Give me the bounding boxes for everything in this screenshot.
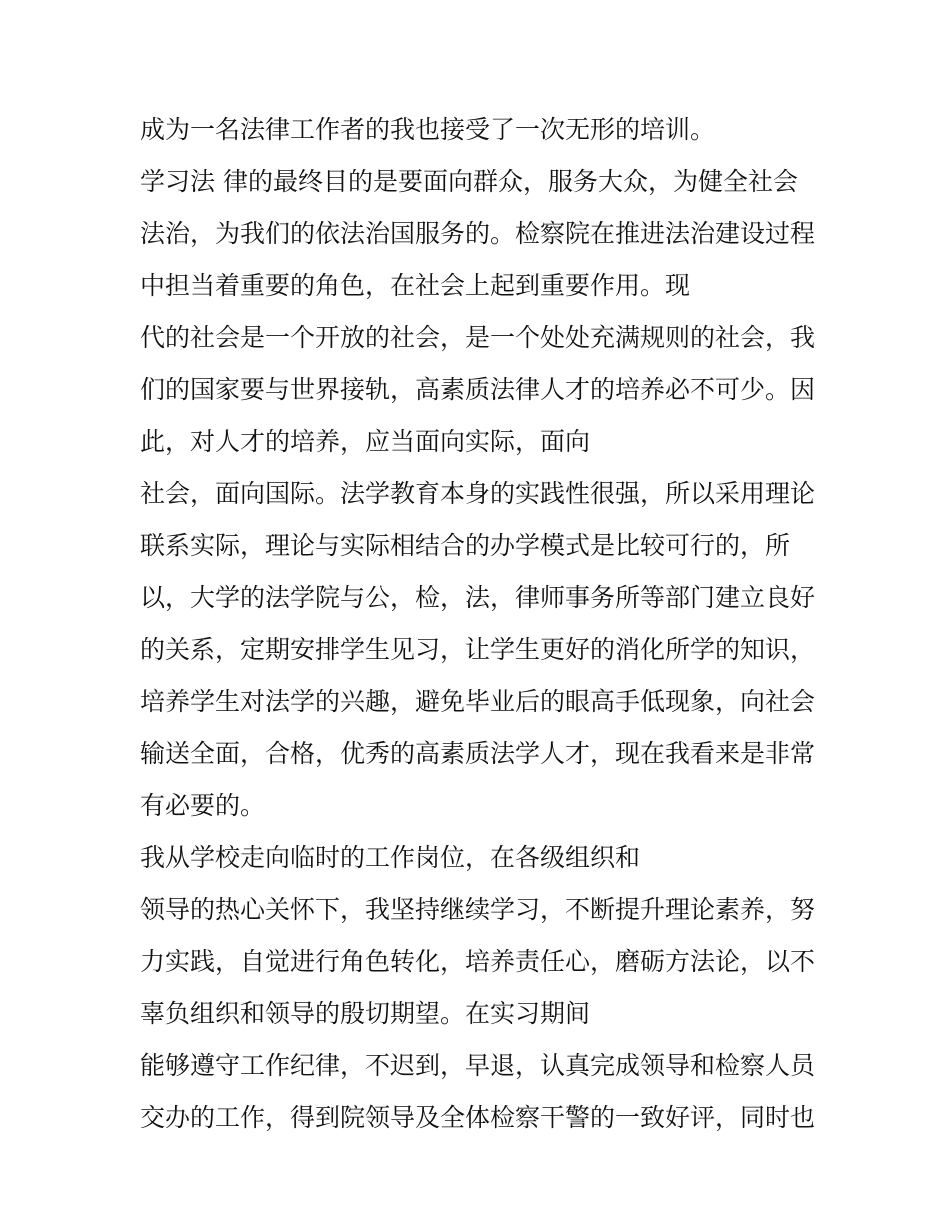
text-line: 输送全面，合格，优秀的高素质法学人才，现在我看来是非常 [140,739,816,768]
text-line: 力实践，自觉进行角色转化，培养责任心，磨砺方法论，以不 [140,947,816,976]
text-line: 此，对人才的培养，应当面向实际，面向 [140,427,591,456]
text-line: 们的国家要与世界接轨，高素质法律人才的培养必不可少。因 [140,375,816,404]
text-line: 交办的工作，得到院领导及全体检察干警的一致好评，同时也 [140,1103,816,1132]
text-line: 有必要的。 [140,791,266,820]
text-line: 法治，为我们的依法治国服务的。检察院在推进法治建设过程 [140,219,816,248]
text-line: 培养学生对法学的兴趣，避免毕业后的眼高手低现象，向社会 [140,687,816,716]
text-line: 的关系，定期安排学生见习，让学生更好的消化所学的知识， [140,635,816,664]
text-line: 中担当着重要的角色，在社会上起到重要作用。现 [140,271,691,300]
text-line: 代的社会是一个开放的社会，是一个处处充满规则的社会，我 [140,323,816,352]
text-line: 领导的热心关怀下，我坚持继续学习，不断提升理论素养，努 [140,895,816,924]
text-line: 以，大学的法学院与公，检，法，律师事务所等部门建立良好 [140,583,816,612]
body-text [140,104,820,1144]
text-line: 辜负组织和领导的殷切期望。在实习期间 [140,999,591,1028]
text-line: 社会，面向国际。法学教育本身的实践性很强，所以采用理论 [140,479,816,508]
text-line: 联系实际，理论与实际相结合的办学模式是比较可行的，所 [140,531,791,560]
text-line: 学习法 律的最终目的是要面向群众，服务大众，为健全社会 [140,167,798,196]
text-line: 成为一名法律工作者的我也接受了一次无形的培训。 [140,115,716,144]
text-line: 我从学校走向临时的工作岗位，在各级组织和 [140,843,641,872]
text-line: 能够遵守工作纪律，不迟到，早退，认真完成领导和检察人员 [140,1051,816,1080]
